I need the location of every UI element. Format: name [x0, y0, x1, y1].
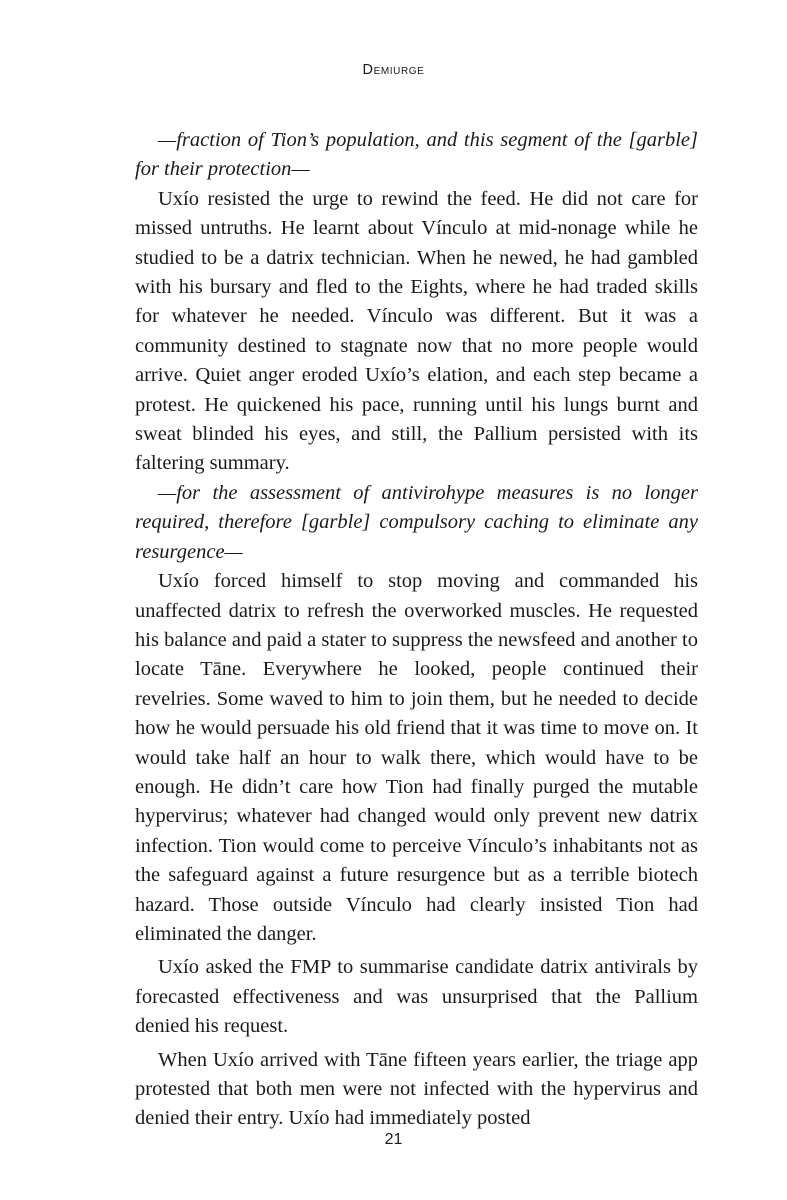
running-head: Demiurge — [362, 62, 425, 78]
paragraph: Uxío resisted the urge to rewind the feed. He did not care for missed untruths. He learnt about Vínculo at mid-nonage while he studied to be a datrix technician. When he newed, he had gambled with his bursary and fled to the Eights, where he had traded skills for whatever he needed. Vínculo was different. But it was a community destined to stagnate now that no more people would arrive. Quiet anger eroded Uxío’s elation, and each step became a protest. He quickened his pace, running until his lungs burnt and sweat blinded his eyes, and still, the Pallium persisted with its faltering summary. — [135, 187, 698, 475]
paragraph: When Uxío arrived with Tāne fifteen years earlier, the triage app protested that both men were not infected with the hypervirus and denied their entry. Uxío had immediately posted — [135, 1048, 698, 1130]
italic-feed-fragment-2: —for the assessment of antivirohype measures is no longer required, therefore [garble] compulsory caching to eliminate any resurgence— — [135, 481, 698, 563]
paragraph: Uxío asked the FMP to summarise candidate datrix antivirals by forecasted effectiveness and was unsurprised that the Pallium denied his request. — [135, 956, 698, 1038]
page-number: 21 — [384, 1131, 403, 1148]
italic-feed-fragment-1: —fraction of Tion’s population, and this segment of the [garble] for their protection— — [135, 129, 698, 181]
paragraph: Uxío forced himself to stop moving and commanded his unaffected datrix to refresh the overworked muscles. He requested his balance and paid a stater to suppress the newsfeed and another to locate Tāne. Everywhere he looked, people continued their revelries. Some waved to him to join them, but he needed to decide how he would persuade his old friend that it was time to move on. It would take half an hour to walk there, which would have to be enough. He didn’t care how Tion had finally purged the mutable hypervirus; whatever had changed would only prevent new datrix infection. Tion would come to perceive Vínculo’s inhabitants not as the safeguard against a future resurgence but as a terrible biotech hazard. Those outside Vínculo had clearly insisted Tion had eliminated the danger. — [135, 570, 698, 945]
body-text — [135, 126, 698, 1134]
